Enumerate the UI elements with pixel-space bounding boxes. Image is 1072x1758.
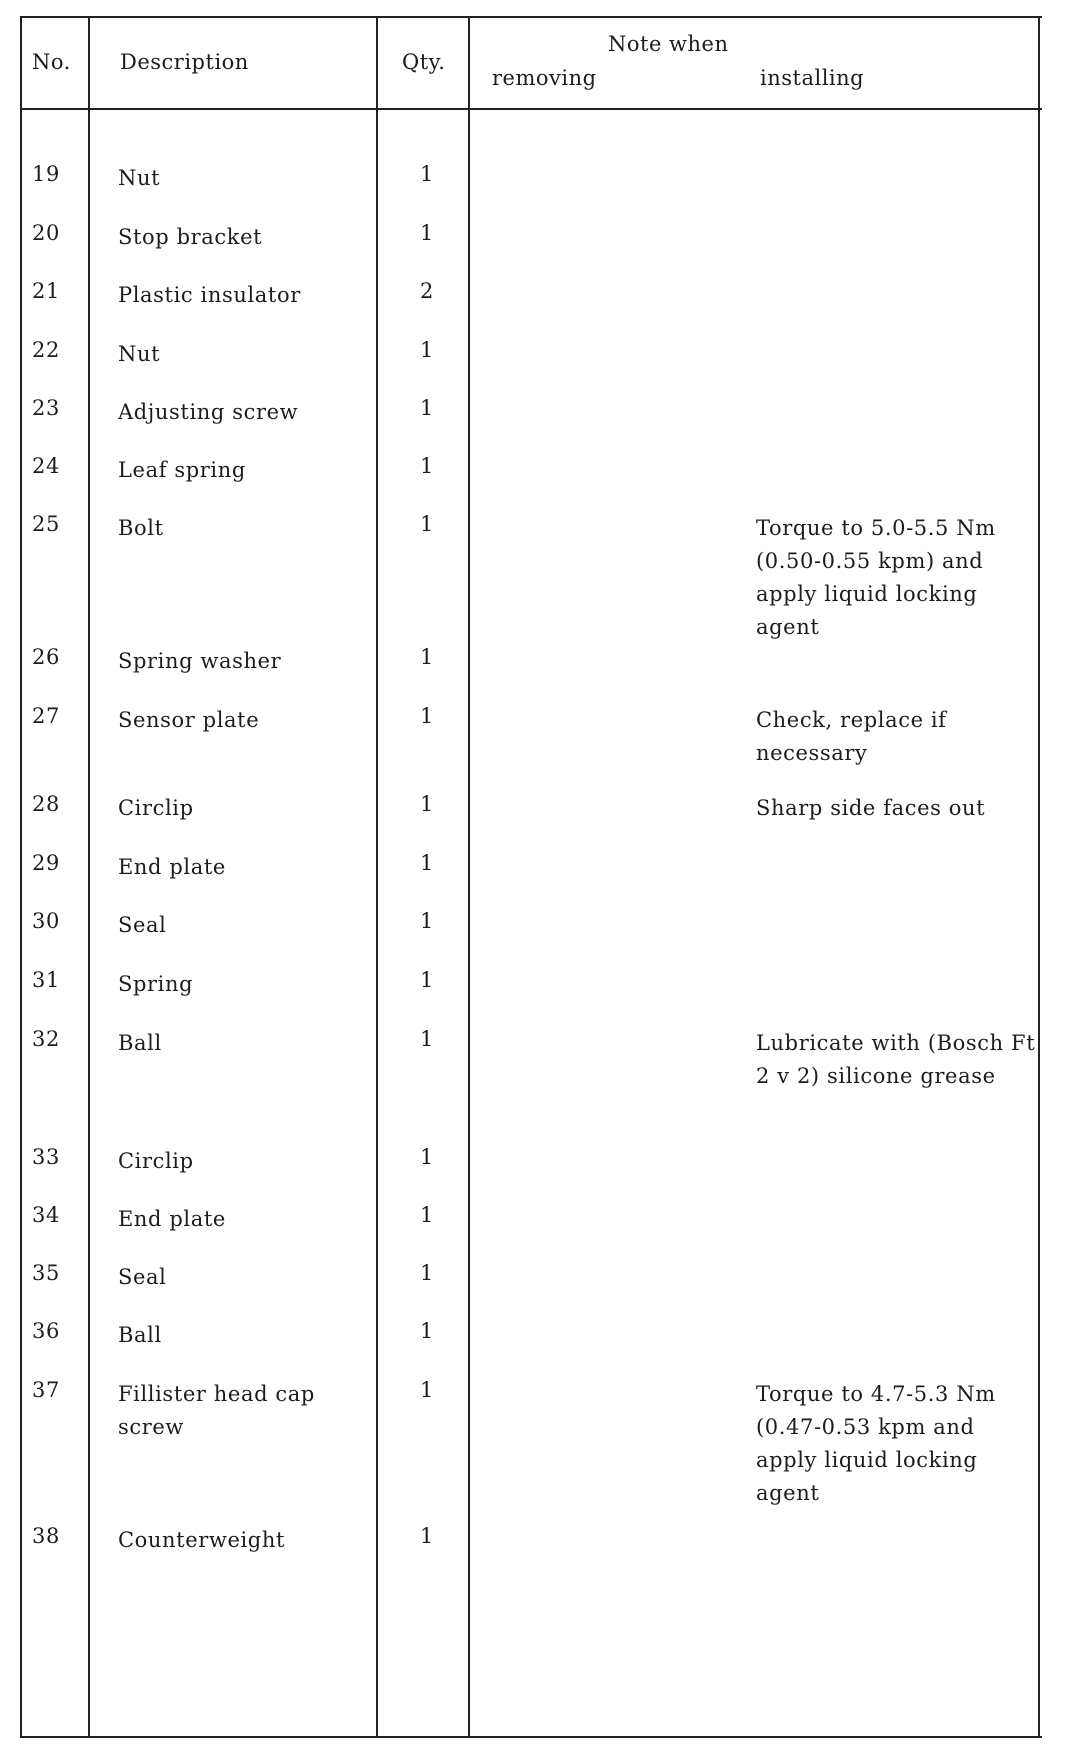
parts-table <box>20 16 1040 1738</box>
row-qty: 1 <box>420 454 434 478</box>
row-number: 27 <box>32 704 60 728</box>
row-description: Counterweight <box>118 1528 285 1552</box>
row-description: Circlip <box>118 796 194 820</box>
table-top-rule <box>20 16 1042 18</box>
row-number: 22 <box>32 338 60 362</box>
row-number: 21 <box>32 279 60 303</box>
row-description: Fillister head cap screw <box>118 1382 315 1439</box>
row-qty: 1 <box>420 1261 434 1285</box>
header-note-when: Note when <box>608 32 729 56</box>
table-bottom-rule <box>20 1736 1042 1738</box>
row-number: 29 <box>32 851 60 875</box>
header-qty: Qty. <box>402 50 446 74</box>
row-number: 34 <box>32 1203 60 1227</box>
row-number: 20 <box>32 221 60 245</box>
row-description: End plate <box>118 1207 226 1231</box>
row-number: 30 <box>32 909 60 933</box>
row-number: 38 <box>32 1524 60 1548</box>
header-description: Description <box>120 50 249 74</box>
row-note-installing: Check, replace if necessary <box>756 708 947 765</box>
row-note-installing: Torque to 5.0-5.5 Nm (0.50-0.55 kpm) and apply liquid locking agent <box>756 516 996 639</box>
row-description: Bolt <box>118 516 164 540</box>
column-rule-left <box>20 16 22 1738</box>
row-number: 35 <box>32 1261 60 1285</box>
row-description: Spring <box>118 972 194 996</box>
row-qty: 1 <box>420 1319 434 1343</box>
row-description: Stop bracket <box>118 225 263 249</box>
row-qty: 1 <box>420 645 434 669</box>
row-qty: 1 <box>420 162 434 186</box>
row-description: End plate <box>118 855 226 879</box>
row-description: Nut <box>118 166 161 190</box>
row-qty: 1 <box>420 968 434 992</box>
row-description: Leaf spring <box>118 458 246 482</box>
row-description: Seal <box>118 1265 167 1289</box>
row-number: 28 <box>32 792 60 816</box>
row-qty: 1 <box>420 512 434 536</box>
row-qty: 1 <box>420 396 434 420</box>
row-number: 23 <box>32 396 60 420</box>
row-description: Seal <box>118 913 167 937</box>
row-qty: 1 <box>420 1203 434 1227</box>
row-number: 36 <box>32 1319 60 1343</box>
row-description: Sensor plate <box>118 708 260 732</box>
row-description: Ball <box>118 1031 162 1055</box>
row-description: Circlip <box>118 1149 194 1173</box>
row-qty: 1 <box>420 1378 434 1402</box>
row-number: 32 <box>32 1027 60 1051</box>
header-installing: installing <box>760 66 865 90</box>
row-description: Ball <box>118 1323 162 1347</box>
row-description: Spring washer <box>118 649 282 673</box>
row-number: 19 <box>32 162 60 186</box>
row-qty: 2 <box>420 279 434 303</box>
row-number: 25 <box>32 512 60 536</box>
row-qty: 1 <box>420 909 434 933</box>
row-qty: 1 <box>420 1524 434 1548</box>
column-rule-right <box>1038 16 1040 1738</box>
row-qty: 1 <box>420 1145 434 1169</box>
header-bottom-rule <box>20 108 1042 110</box>
header-removing: removing <box>492 66 597 90</box>
row-qty: 1 <box>420 1027 434 1051</box>
row-note-installing: Lubricate with (Bosch Ft 2 v 2) silicone grease <box>756 1031 1036 1088</box>
row-qty: 1 <box>420 338 434 362</box>
row-note-installing: Torque to 4.7-5.3 Nm (0.47-0.53 kpm and apply liquid locking agent <box>756 1382 996 1505</box>
row-number: 33 <box>32 1145 60 1169</box>
row-note-installing: Sharp side faces out <box>756 796 986 820</box>
row-number: 31 <box>32 968 60 992</box>
row-qty: 1 <box>420 704 434 728</box>
row-description: Nut <box>118 342 161 366</box>
column-rule-qty <box>468 16 470 1738</box>
row-number: 26 <box>32 645 60 669</box>
row-number: 37 <box>32 1378 60 1402</box>
row-number: 24 <box>32 454 60 478</box>
row-description: Plastic insulator <box>118 283 301 307</box>
row-qty: 1 <box>420 221 434 245</box>
row-qty: 1 <box>420 792 434 816</box>
column-rule-no <box>88 16 90 1738</box>
header-no: No. <box>32 50 71 74</box>
row-qty: 1 <box>420 851 434 875</box>
row-description: Adjusting screw <box>118 400 299 424</box>
